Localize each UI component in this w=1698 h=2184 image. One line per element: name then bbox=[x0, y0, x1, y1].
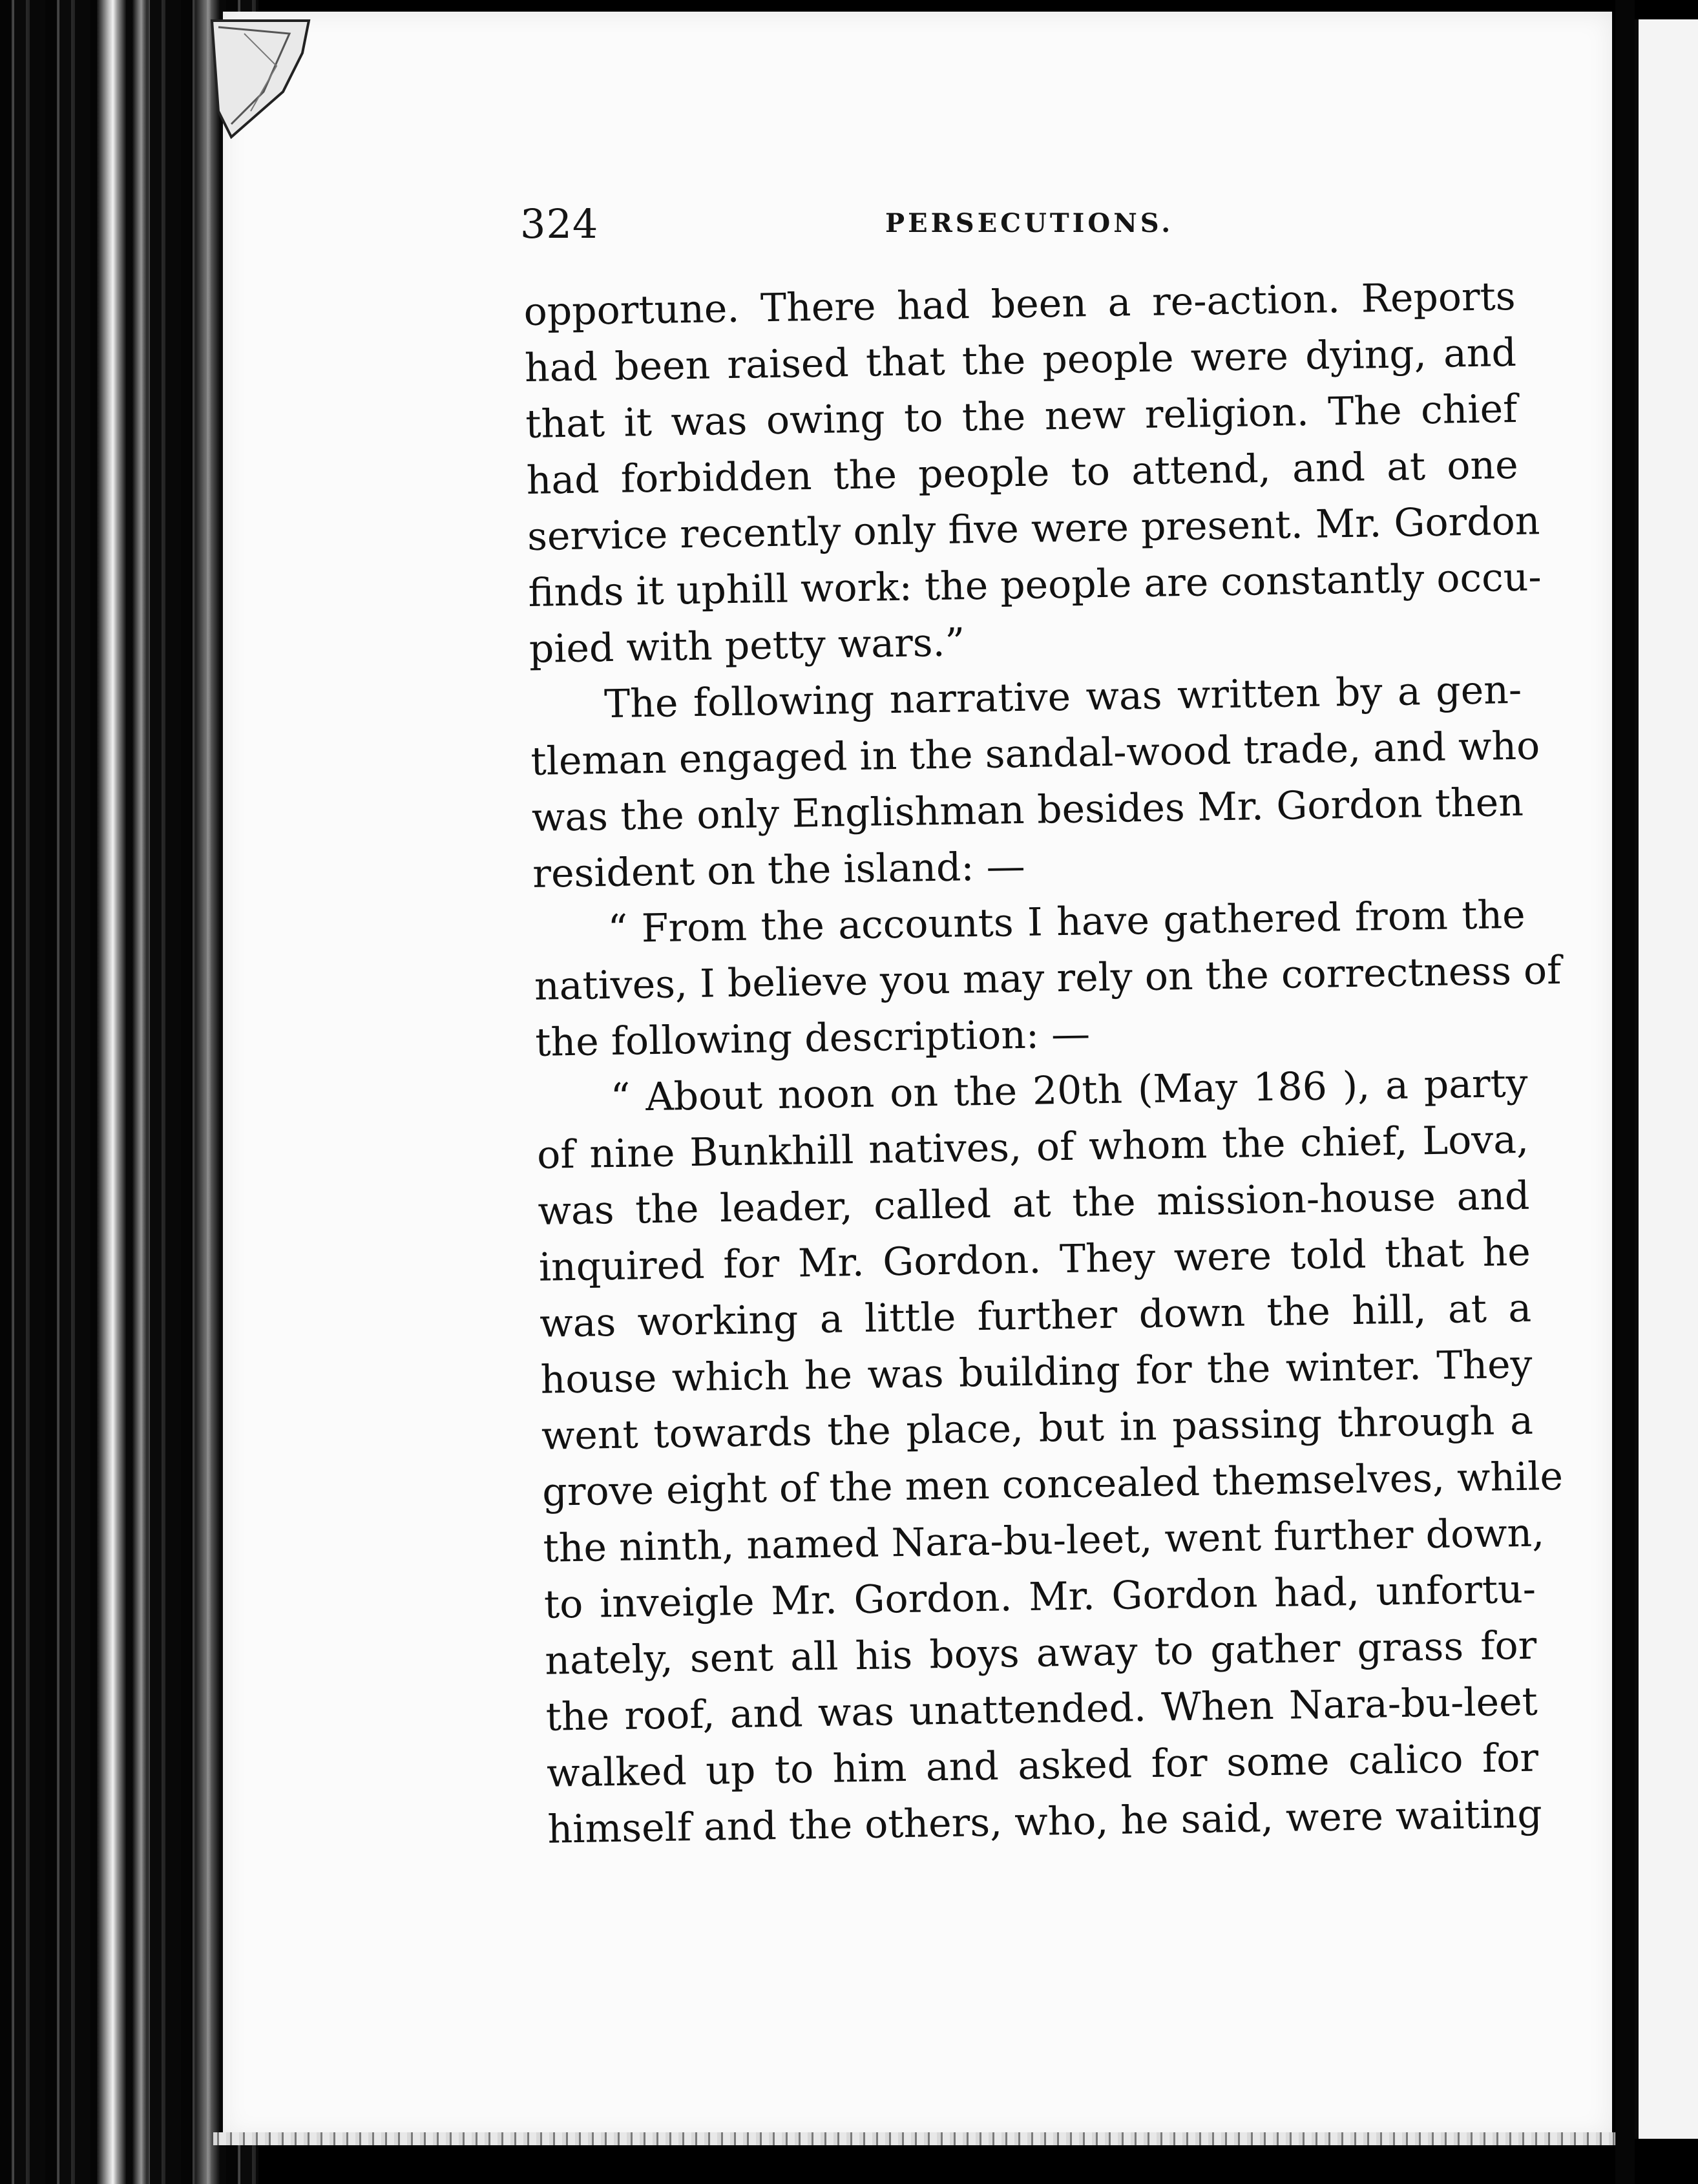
text-line: pied with petty wars.” bbox=[529, 620, 965, 672]
text-line: natives, I believe you may rely on the correctness of bbox=[534, 947, 1562, 1009]
folded-corner-icon bbox=[205, 14, 315, 143]
text-line: “ About noon on the 20th (May 186 ), a party bbox=[610, 1060, 1529, 1121]
text-line: that it was owing to the new religion. The chief bbox=[525, 386, 1518, 447]
text-line: had been raised that the people were dying, and bbox=[524, 330, 1517, 391]
text-line: the ninth, named Nara-bu-leet, went further down, bbox=[543, 1510, 1545, 1571]
text-line: walked up to him and asked for some calico for bbox=[546, 1735, 1539, 1796]
text-line: grove eight of the men concealed themselves, while bbox=[541, 1453, 1564, 1515]
text-line: was working a little further down the hill, at a bbox=[539, 1285, 1532, 1347]
page-stack-highlight bbox=[97, 0, 126, 2184]
text-line: “ From the accounts I have gathered from the bbox=[607, 892, 1526, 952]
page-header bbox=[520, 200, 1509, 252]
body-text bbox=[523, 269, 1564, 1858]
text-line: the following description: — bbox=[534, 1011, 1091, 1066]
gutter-shadow bbox=[1615, 0, 1635, 2184]
text-line: was the leader, called at the mission-house and bbox=[537, 1173, 1530, 1234]
page-bottom-edge bbox=[213, 2132, 1628, 2145]
page-stack-highlight bbox=[194, 0, 220, 2184]
facing-page-edge bbox=[1635, 19, 1698, 2139]
text-line: had forbidden the people to attend, and at one bbox=[526, 442, 1519, 503]
text-line: himself and the others, who, he said, were waiting bbox=[547, 1791, 1543, 1853]
text-line: tleman engaged in the sandal-wood trade, and who bbox=[530, 723, 1540, 784]
text-line: The following narrative was written by a gen- bbox=[603, 667, 1522, 728]
page-number: 324 bbox=[520, 200, 599, 247]
text-line: finds it uphill work: the people are constantly occu- bbox=[527, 554, 1542, 616]
text-line: service recently only five were present. Mr. Gordon bbox=[527, 498, 1540, 560]
text-line: of nine Bunkhill natives, of whom the chief, Lova, bbox=[536, 1117, 1529, 1178]
running-title: PERSECUTIONS. bbox=[885, 208, 1174, 238]
text-line: nately, sent all his boys away to gather grass for bbox=[544, 1622, 1537, 1684]
text-line: the roof, and was unattended. When Nara-bu-leet bbox=[545, 1679, 1538, 1740]
text-line: to inveigle Mr. Gordon. Mr. Gordon had, unfortu- bbox=[543, 1566, 1536, 1628]
page-stack-highlight bbox=[132, 0, 149, 2184]
text-line: opportune. There had been a re-action. Reports bbox=[523, 273, 1516, 335]
book-page-edges bbox=[0, 0, 258, 2184]
text-line: resident on the island: — bbox=[532, 843, 1026, 897]
text-line: went towards the place, but in passing through a bbox=[541, 1398, 1534, 1459]
text-line: inquired for Mr. Gordon. They were told that he bbox=[538, 1229, 1531, 1290]
text-line: was the only Englishman besides Mr. Gordon then bbox=[531, 779, 1524, 841]
text-line: house which he was building for the winter. They bbox=[540, 1341, 1533, 1403]
